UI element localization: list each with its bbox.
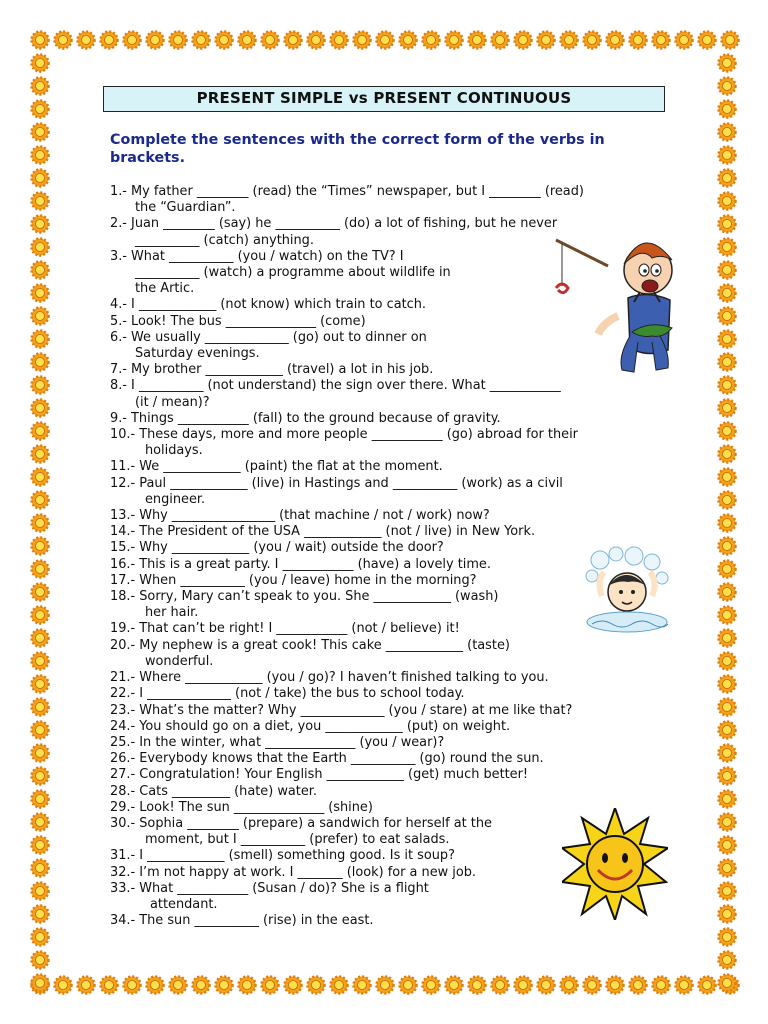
border-sun-icon	[719, 906, 736, 923]
exercise-sentence-continuation: holidays.	[145, 443, 203, 459]
border-sun-icon	[719, 584, 736, 601]
border-sun-icon	[147, 32, 164, 49]
border-sun-icon	[719, 630, 736, 647]
border-sun-icon	[32, 55, 49, 72]
border-sun-icon	[719, 78, 736, 95]
exercise-sentence: 32.- I’m not happy at work. I _______ (look) for a new job.	[110, 864, 477, 880]
border-sun-icon	[719, 446, 736, 463]
border-sun-icon	[699, 977, 716, 994]
exercise-sentence: 12.- Paul ____________ (live) in Hastings and __________ (work) as a civil	[110, 475, 563, 491]
border-sun-icon	[32, 354, 49, 371]
border-sun-icon	[492, 977, 509, 994]
border-sun-icon	[719, 124, 736, 141]
border-sun-icon	[308, 32, 325, 49]
border-sun-icon	[719, 883, 736, 900]
border-sun-icon	[719, 55, 736, 72]
border-sun-icon	[32, 676, 49, 693]
exercise-sentence: 18.- Sorry, Mary can’t speak to you. She ____________ (wash)	[110, 589, 499, 605]
border-sun-icon	[719, 308, 736, 325]
border-sun-icon	[32, 929, 49, 946]
exercise-sentence: 8.- I __________ (not understand) the sign over there. What ___________	[110, 378, 561, 394]
border-sun-icon	[32, 262, 49, 279]
border-sun-icon	[719, 354, 736, 371]
border-sun-icon	[561, 977, 578, 994]
border-sun-icon	[32, 78, 49, 95]
border-sun-icon	[719, 469, 736, 486]
exercise-sentence-continuation: the Artic.	[135, 281, 195, 297]
border-sun-icon	[469, 32, 486, 49]
border-sun-icon	[719, 515, 736, 532]
border-sun-icon	[32, 400, 49, 417]
border-sun-icon	[170, 977, 187, 994]
border-sun-icon	[32, 699, 49, 716]
exercise-sentence: 15.- Why ____________ (you / wait) outside the door?	[110, 540, 444, 556]
border-sun-icon	[719, 929, 736, 946]
border-sun-icon	[719, 814, 736, 831]
border-sun-icon	[32, 883, 49, 900]
border-sun-icon	[32, 446, 49, 463]
border-sun-icon	[331, 977, 348, 994]
exercise-sentence-continuation: engineer.	[145, 491, 206, 507]
border-sun-icon	[653, 977, 670, 994]
border-sun-icon	[719, 400, 736, 417]
border-sun-icon	[55, 977, 72, 994]
exercise-sentence-continuation: wonderful.	[145, 653, 214, 669]
border-sun-icon	[719, 538, 736, 555]
border-sun-icon	[32, 285, 49, 302]
border-sun-icon	[400, 977, 417, 994]
border-sun-icon	[101, 32, 118, 49]
border-sun-icon	[32, 377, 49, 394]
border-sun-icon	[124, 32, 141, 49]
border-sun-icon	[78, 977, 95, 994]
border-sun-icon	[719, 377, 736, 394]
exercise-sentence: 6.- We usually _____________ (go) out to dinner on	[110, 329, 427, 345]
border-sun-icon	[719, 262, 736, 279]
border-sun-icon	[331, 32, 348, 49]
exercise-sentence: 9.- Things ___________ (fall) to the ground because of gravity.	[110, 410, 501, 426]
border-sun-icon	[32, 423, 49, 440]
border-sun-icon	[32, 308, 49, 325]
fishing-boy-illustration	[548, 236, 680, 376]
exercise-sentence: 22.- I _____________ (not / take) the bus to school today.	[110, 686, 465, 702]
border-sun-icon	[719, 745, 736, 762]
border-sun-icon	[32, 584, 49, 601]
border-sun-icon	[32, 975, 49, 992]
exercise-sentence: 4.- I ____________ (not know) which train to catch.	[110, 297, 427, 313]
border-sun-icon	[630, 32, 647, 49]
border-sun-icon	[423, 977, 440, 994]
border-sun-icon	[719, 699, 736, 716]
border-sun-icon	[719, 653, 736, 670]
border-sun-icon	[32, 515, 49, 532]
border-sun-icon	[124, 977, 141, 994]
exercise-sentence: 28.- Cats _________ (hate) water.	[110, 783, 317, 799]
border-sun-icon	[32, 170, 49, 187]
border-sun-icon	[32, 193, 49, 210]
border-sun-icon	[32, 124, 49, 141]
border-sun-icon	[719, 561, 736, 578]
exercise-sentence: 21.- Where ____________ (you / go)? I haven’t finished talking to you.	[110, 670, 549, 686]
exercise-sentence: 16.- This is a great party. I ___________ (have) a lovely time.	[110, 556, 491, 572]
border-sun-icon	[32, 860, 49, 877]
border-sun-icon	[423, 32, 440, 49]
border-sun-icon	[32, 331, 49, 348]
border-sun-icon	[719, 216, 736, 233]
exercise-sentence: 33.- What ___________ (Susan / do)? She is a flight	[110, 880, 429, 896]
border-sun-icon	[32, 630, 49, 647]
border-sun-icon	[262, 977, 279, 994]
border-sun-icon	[78, 32, 95, 49]
exercise-sentence: 14.- The President of the USA ____________ (not / live) in New York.	[110, 524, 536, 540]
exercise-sentence: 25.- In the winter, what ______________ (you / wear)?	[110, 734, 445, 750]
border-sun-icon	[32, 147, 49, 164]
border-sun-icon	[32, 768, 49, 785]
border-sun-icon	[561, 32, 578, 49]
border-sun-icon	[719, 975, 736, 992]
border-sun-icon	[32, 745, 49, 762]
border-sun-icon	[32, 32, 49, 49]
border-sun-icon	[193, 32, 210, 49]
exercise-sentence: 27.- Congratulation! Your English ____________ (get) much better!	[110, 767, 529, 783]
border-sun-icon	[719, 285, 736, 302]
border-sun-icon	[719, 952, 736, 969]
border-sun-icon	[262, 32, 279, 49]
border-sun-icon	[719, 492, 736, 509]
exercise-sentence: 31.- I ____________ (smell) something good. Is it soup?	[110, 848, 455, 864]
border-sun-icon	[170, 32, 187, 49]
exercise-sentence: 13.- Why ________________ (that machine / not / work) now?	[110, 508, 490, 524]
exercise-sentence: 34.- The sun __________ (rise) in the east.	[110, 913, 374, 929]
worksheet-title: PRESENT SIMPLE vs PRESENT CONTINUOUS	[103, 86, 665, 112]
exercise-sentence-continuation: __________ (catch) anything.	[135, 232, 314, 248]
exercise-sentence-continuation: (it / mean)?	[135, 394, 210, 410]
border-sun-icon	[722, 32, 739, 49]
border-sun-icon	[354, 977, 371, 994]
border-sun-icon	[216, 32, 233, 49]
child-in-water-illustration	[582, 546, 674, 638]
border-sun-icon	[719, 722, 736, 739]
exercise-sentence: 10.- These days, more and more people ___________ (go) abroad for their	[110, 427, 578, 443]
border-sun-icon	[719, 607, 736, 624]
border-sun-icon	[538, 977, 555, 994]
exercise-sentence-continuation: moment, but I __________ (prefer) to eat salads.	[145, 832, 450, 848]
exercise-sentence-continuation: Saturday evenings.	[135, 346, 260, 362]
border-sun-icon	[32, 952, 49, 969]
instructions-text: Complete the sentences with the correct form of the verbs in brackets.	[110, 132, 605, 166]
border-sun-icon	[653, 32, 670, 49]
border-sun-icon	[719, 193, 736, 210]
border-sun-icon	[377, 977, 394, 994]
exercise-sentence: 11.- We ____________ (paint) the flat at the moment.	[110, 459, 443, 475]
border-sun-icon	[719, 101, 736, 118]
border-sun-icon	[308, 977, 325, 994]
border-sun-icon	[239, 977, 256, 994]
border-sun-icon	[32, 906, 49, 923]
border-sun-icon	[719, 676, 736, 693]
border-sun-icon	[719, 791, 736, 808]
exercise-sentence: 30.- Sophia ________ (prepare) a sandwich for herself at the	[110, 815, 492, 831]
border-sun-icon	[32, 653, 49, 670]
border-sun-icon	[32, 607, 49, 624]
exercise-sentence: 2.- Juan ________ (say) he __________ (do) a lot of fishing, but he never	[110, 216, 558, 232]
border-sun-icon	[719, 423, 736, 440]
exercise-sentence: 26.- Everybody knows that the Earth __________ (go) round the sun.	[110, 751, 544, 767]
border-sun-icon	[101, 977, 118, 994]
border-sun-icon	[377, 32, 394, 49]
border-sun-icon	[607, 32, 624, 49]
exercise-sentence: 19.- That can’t be right! I ___________ (not / believe) it!	[110, 621, 460, 637]
border-sun-icon	[55, 32, 72, 49]
exercise-sentence-continuation: the “Guardian”.	[135, 200, 236, 216]
border-sun-icon	[32, 837, 49, 854]
border-sun-icon	[699, 32, 716, 49]
border-sun-icon	[32, 538, 49, 555]
border-sun-icon	[719, 331, 736, 348]
exercise-sentence: 20.- My nephew is a great cook! This cake ____________ (taste)	[110, 637, 510, 653]
border-sun-icon	[676, 977, 693, 994]
exercise-sentence-continuation: her hair.	[145, 605, 199, 621]
border-sun-icon	[538, 32, 555, 49]
border-sun-icon	[32, 101, 49, 118]
smiling-sun-illustration	[562, 808, 668, 920]
border-sun-icon	[584, 32, 601, 49]
border-sun-icon	[285, 32, 302, 49]
border-sun-icon	[607, 977, 624, 994]
border-sun-icon	[32, 492, 49, 509]
border-sun-icon	[400, 32, 417, 49]
exercise-sentence-continuation: attendant.	[150, 896, 218, 912]
exercise-sentence: 7.- My brother ____________ (travel) a lot in his job.	[110, 362, 434, 378]
border-sun-icon	[630, 977, 647, 994]
border-sun-icon	[285, 977, 302, 994]
border-sun-icon	[515, 977, 532, 994]
exercise-sentence: 1.- My father ________ (read) the “Times” newspaper, but I ________ (read)	[110, 184, 584, 199]
border-sun-icon	[515, 32, 532, 49]
border-sun-icon	[32, 469, 49, 486]
exercise-sentence: 5.- Look! The bus ______________ (come)	[110, 313, 366, 329]
exercise-sentence: 24.- You should go on a diet, you ____________ (put) on weight.	[110, 718, 511, 734]
border-sun-icon	[719, 837, 736, 854]
border-sun-icon	[216, 977, 233, 994]
border-sun-icon	[239, 32, 256, 49]
exercise-sentence-continuation: __________ (watch) a programme about wildlife in	[135, 265, 451, 281]
border-sun-icon	[719, 768, 736, 785]
border-sun-icon	[719, 147, 736, 164]
border-sun-icon	[492, 32, 509, 49]
border-sun-icon	[584, 977, 601, 994]
border-sun-icon	[354, 32, 371, 49]
border-sun-icon	[719, 170, 736, 187]
exercise-sentence: 3.- What __________ (you / watch) on the TV? I	[110, 248, 404, 264]
border-sun-icon	[193, 977, 210, 994]
border-sun-icon	[446, 977, 463, 994]
border-sun-icon	[719, 860, 736, 877]
border-sun-icon	[32, 791, 49, 808]
border-sun-icon	[32, 814, 49, 831]
border-sun-icon	[32, 561, 49, 578]
border-sun-icon	[147, 977, 164, 994]
border-sun-icon	[719, 239, 736, 256]
exercise-sentence: 17.- When __________ (you / leave) home in the morning?	[110, 572, 477, 588]
border-sun-icon	[32, 722, 49, 739]
exercise-sentence: 29.- Look! The sun ______________ (shine)	[110, 799, 373, 815]
exercise-sentence: 23.- What’s the matter? Why _____________ (you / stare) at me like that?	[110, 702, 573, 718]
border-sun-icon	[676, 32, 693, 49]
border-sun-icon	[32, 239, 49, 256]
border-sun-icon	[32, 216, 49, 233]
border-sun-icon	[469, 977, 486, 994]
border-sun-icon	[446, 32, 463, 49]
